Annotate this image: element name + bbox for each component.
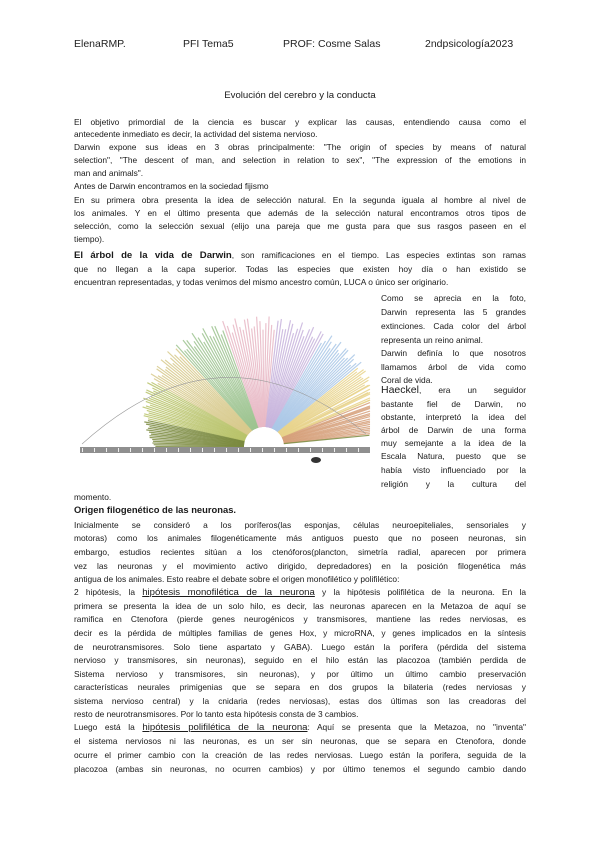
side-text-line: obstante, interpretó la idea del bbox=[381, 412, 526, 422]
timeline-tick bbox=[190, 448, 191, 452]
intro-line: selection", "The descent of man, and selection in relation to sex", "The expression of the emotions in bbox=[74, 155, 526, 165]
tree-of-life-figure bbox=[74, 296, 374, 468]
intro-line: los animales. Y en el último presenta que además de la selección natural encontramos otros tipos de bbox=[74, 208, 526, 218]
side-text-line: religión y la cultura del bbox=[381, 479, 526, 489]
origin-p2-line: características neurales primigenias que se separa en dos grupos la bilateria (redes nerviosas y bbox=[74, 682, 526, 692]
header-professor: PROF: Cosme Salas bbox=[283, 38, 381, 50]
timeline-tick bbox=[286, 448, 287, 452]
tree-heading-rest: , son ramificaciones en el tiempo. Las especies extintas son ramas bbox=[231, 250, 526, 260]
tree-end-line: momento. bbox=[74, 492, 112, 502]
side-text-line bbox=[381, 384, 526, 396]
polyphyletic-hypothesis: hipótesis polifilética de la neurona bbox=[142, 722, 308, 733]
timeline-tick bbox=[202, 448, 203, 452]
page-title: Evolución del cerebro y la conducta bbox=[224, 90, 376, 101]
legend-blob bbox=[311, 457, 321, 463]
timeline-tick bbox=[142, 448, 143, 452]
timeline-tick bbox=[238, 448, 239, 452]
haeckel-rest: , era un seguidor bbox=[418, 385, 526, 395]
timeline-tick bbox=[178, 448, 179, 452]
header-course: 2ndpsicología2023 bbox=[425, 38, 514, 50]
side-text-line: árbol de Darwin de una forma bbox=[381, 425, 526, 435]
origin-p2-line: primera se presenta la idea de un solo hilo, es decir, las neuronas aparecen en la Metazoa de aquí se bbox=[74, 601, 526, 611]
origin-p3-line: el sistema nerviosos ni las neuronas, es un ser sin neuronas, que se separa en Ctenofora, donde bbox=[74, 736, 526, 746]
timeline-tick bbox=[262, 448, 263, 452]
timeline-tick bbox=[334, 448, 335, 452]
origin-p3-line: placozoa (ambas sin neuronas, no ocurren cambios) y por último tenemos el segundo cambio dando bbox=[74, 764, 526, 774]
intro-line: tiempo). bbox=[74, 234, 105, 244]
origin-p1-line: vez las neuronas y el movimiento activo dirigido, depredadores) en la posición filogenética más bbox=[74, 561, 526, 571]
poly-pre: Luego está la bbox=[74, 722, 143, 732]
timeline-bar bbox=[80, 447, 370, 453]
tree-heading-line bbox=[74, 249, 526, 262]
side-text-line: muy semejante a la idea de la bbox=[381, 438, 526, 448]
timeline-tick bbox=[346, 448, 347, 452]
origin-p2-line: ramifica en Ctenofora (pierde genes neurogénicos y transmisores, mantiene las redes nerviosas, es bbox=[74, 614, 526, 624]
side-text-line: llamamos árbol de vida como bbox=[381, 362, 526, 372]
intro-line: En su primera obra presenta la idea de selección natural. En la segunda iguala al hombre al nivel de bbox=[74, 195, 526, 205]
origin-p2-line: resto de neurotransmisores. Por lo tanto esta hipótesis consta de 3 cambios. bbox=[74, 709, 359, 719]
hypothesis-intro-line bbox=[74, 586, 526, 599]
hypothesis-post: y la hipótesis polifilética de la neurona. En la bbox=[314, 587, 526, 597]
side-text-line: Como se aprecia en la foto, bbox=[381, 293, 526, 303]
side-text-line: Coral de vida. bbox=[381, 375, 433, 385]
monophyletic-hypothesis: hipótesis monofilética de la neurona bbox=[142, 587, 315, 598]
tree-heading: El árbol de la vida de Darwin bbox=[74, 250, 232, 261]
timeline-tick bbox=[166, 448, 167, 452]
side-text-line: extinciones. Cada color del árbol bbox=[381, 321, 526, 331]
origin-p1-line: antigua de los animales. Esto reabre el debate sobre el origen monofilético y polifilético: bbox=[74, 574, 400, 584]
timeline-tick bbox=[130, 448, 131, 452]
haeckel-name: Haeckel bbox=[381, 384, 419, 396]
timeline-tick bbox=[82, 448, 83, 452]
intro-line: antecedente inmediato es decir, la actividad del sistema nervioso. bbox=[74, 129, 318, 139]
side-text-line: Escala Natura, puesto que se bbox=[381, 451, 526, 461]
header-subject: PFI Tema5 bbox=[183, 38, 234, 50]
tree-line: encuentran representadas, y todas venimos del mismo ancestro común, LUCA o único ser originario. bbox=[74, 277, 449, 287]
timeline-tick bbox=[322, 448, 323, 452]
timeline-tick bbox=[106, 448, 107, 452]
origin-p1-line: motoras) como los animales filogenéticamente más antiguos puesto que no poseen neuronas, sin bbox=[74, 533, 526, 543]
timeline-tick bbox=[298, 448, 299, 452]
origin-p2-line: de neurotransmisores. Solo tiene aspartato y GABA). Luego están la porifera (pérdida del sistema bbox=[74, 642, 526, 652]
origin-p2-line: decir es la pérdida de múltiples familias de genes Hox, y microRNA, y genes implicados en la síntesis bbox=[74, 628, 526, 638]
timeline-tick bbox=[310, 448, 311, 452]
timeline-tick bbox=[274, 448, 275, 452]
header-author: ElenaRMP. bbox=[74, 38, 126, 50]
intro-line: Antes de Darwin encontramos en la sociedad fijismo bbox=[74, 181, 269, 191]
polyphyletic-intro-line bbox=[74, 721, 526, 734]
poly-post: : Aquí se presenta que la Metazoa, no "inventa" bbox=[307, 722, 526, 732]
intro-line: selección, como la selección sexual (elijo una pareja que me gusta para que sus rasgos paseen en el bbox=[74, 221, 526, 231]
tree-branches bbox=[143, 317, 370, 452]
origin-p2-line: nervioso y transmisores, sin neuronas), seguido en el hilo están las placozoa (también perdida de bbox=[74, 655, 526, 665]
timeline-tick bbox=[154, 448, 155, 452]
timeline-tick bbox=[250, 448, 251, 452]
hypothesis-pre: 2 hipótesis, la bbox=[74, 587, 143, 597]
tree-line: que no llegan a la capa superior. Todas las especies que existen hoy día o han existido se bbox=[74, 264, 526, 274]
origin-p3-line: ocurre el primer cambio con la creación de las redes nerviosas. Luego están la porifera, seguida de la bbox=[74, 750, 526, 760]
intro-line: El objetivo primordial de la ciencia es buscar y explicar las causas, entendiendo causa como el bbox=[74, 117, 526, 127]
intro-line: man and animals". bbox=[74, 168, 144, 178]
side-text-line: bastante fiel de Darwin, no bbox=[381, 399, 526, 409]
side-text-line: Darwin definía lo que nosotros bbox=[381, 348, 526, 358]
side-text-line: Darwin representa las 5 grandes bbox=[381, 307, 526, 317]
timeline-tick bbox=[358, 448, 359, 452]
timeline-tick bbox=[214, 448, 215, 452]
timeline-tick bbox=[226, 448, 227, 452]
origin-p1-line: Inicialmente se consideró a los poríferos(las esponjas, células neuroepiteliales, sensoriales y bbox=[74, 520, 526, 530]
origin-p2-line: Sistema nervioso y transmisores, sin neuronas), y por último un último cambio preservación bbox=[74, 669, 526, 679]
timeline-tick bbox=[94, 448, 95, 452]
origin-p2-line: sistema nervioso central) y la cnidaria (redes nerviosas), estas dos últimas son las creadoras del bbox=[74, 696, 526, 706]
side-text-line: había visto influenciado por la bbox=[381, 465, 526, 475]
intro-line: Darwin expone sus ideas en 3 obras principalmente: "The origin of species by means of natural bbox=[74, 142, 526, 152]
origin-heading: Origen filogenético de las neuronas. bbox=[74, 504, 237, 515]
side-text-line: representa un reino animal. bbox=[381, 335, 483, 345]
timeline-tick bbox=[118, 448, 119, 452]
origin-p1-line: embargo, estudios recientes sitúan a los ctenóforos(plancton, simetría radial, aparecen por primera bbox=[74, 547, 526, 557]
